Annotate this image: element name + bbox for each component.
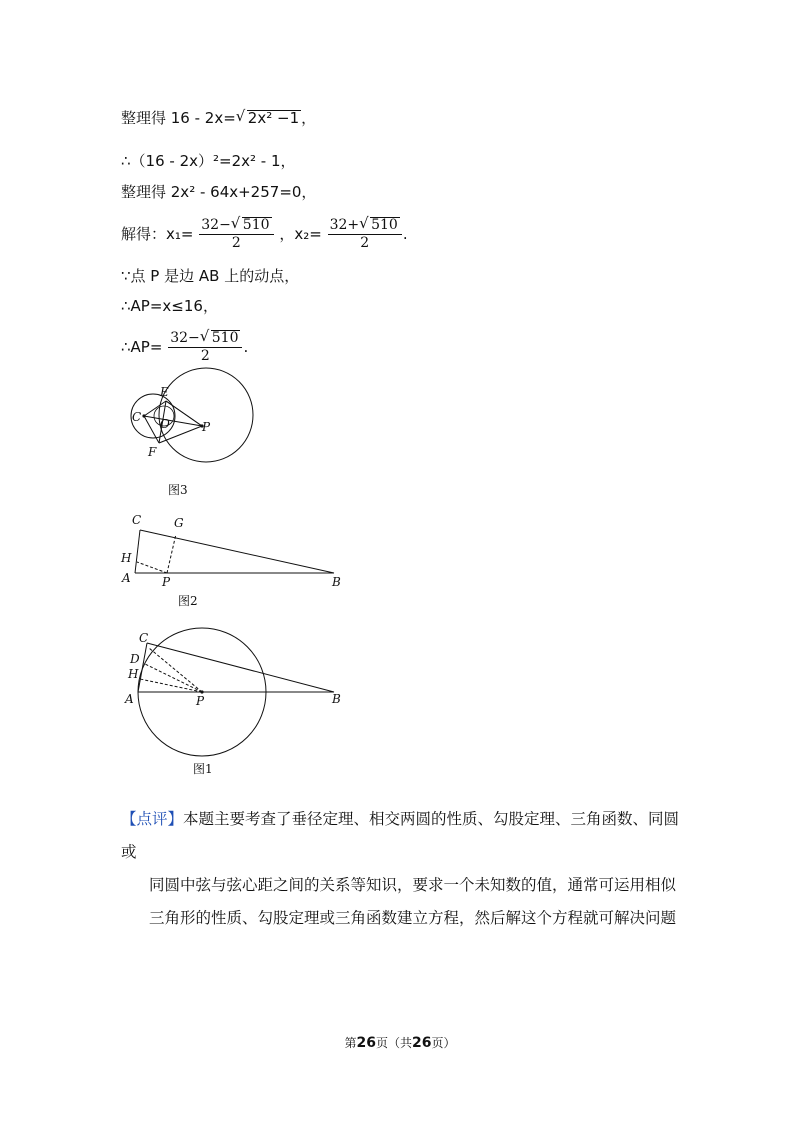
label-G: G xyxy=(174,516,184,530)
x1-fraction: 32− √ 510 2 xyxy=(199,217,273,252)
comment-text-rest: 同圆中弦与弦心距之间的关系等知识，要求一个未知数的值，通常可运用相似三角形的性质、勾股定理或三角函数建立方程，然后解这个方程就可解决问题 xyxy=(149,876,677,927)
figure-3 xyxy=(110,372,270,506)
label-C: C xyxy=(139,631,149,645)
figure-2-caption: 图2 xyxy=(178,594,198,608)
solution-line-5: ∵点 P 是边 AB 上的动点， xyxy=(121,267,300,285)
x2-fraction: 32+ √ 510 2 xyxy=(328,217,402,252)
ap-fraction: 32− √ 510 2 xyxy=(168,330,242,365)
comment-tag: 【点评】 xyxy=(121,810,184,828)
label-C: C xyxy=(132,410,142,424)
label-C: C xyxy=(132,513,142,527)
label-F: F xyxy=(148,445,157,459)
solution-line-3: 整理得 2x² - 64x+257=0， xyxy=(121,183,317,201)
page-footer: 第26页（共26页） xyxy=(344,1035,456,1051)
figure-1-caption: 图1 xyxy=(193,762,213,776)
solution-line-7: ∴AP= 32− √ 510 2 . xyxy=(121,327,249,364)
figure-2 xyxy=(110,510,360,614)
label-H: H xyxy=(121,551,132,565)
solution-line-1: 整理得 16 - 2x= √ 2x² −1 ， xyxy=(121,107,317,127)
label-A: A xyxy=(125,692,134,706)
sqrt-expression: √ 2x² −1 xyxy=(235,107,300,127)
label-P: P xyxy=(196,694,205,708)
label-E: E xyxy=(160,385,169,399)
page-total: 26 xyxy=(412,1035,432,1051)
label-O: O xyxy=(160,417,170,431)
solution-line-4: 解得：x₁= 32− √ 510 2 ，x₂= 32+ √ 510 2 . xyxy=(121,214,408,251)
page-number: 26 xyxy=(356,1035,376,1051)
comment-block xyxy=(121,803,691,935)
label-B: B xyxy=(332,575,341,589)
label-D: D xyxy=(130,652,140,666)
solution-line-6: ∴AP=x≤16， xyxy=(121,297,218,315)
label-H: H xyxy=(128,667,139,681)
solution-line-2: ∴（16 - 2x）²=2x² - 1， xyxy=(121,152,296,170)
label-B: B xyxy=(332,692,341,706)
label-P: P xyxy=(202,420,211,434)
figure-3-caption: 图3 xyxy=(168,483,188,497)
line-1-text: 整理得 16 - 2x= xyxy=(121,109,236,127)
figure-1 xyxy=(110,625,360,784)
label-A: A xyxy=(122,571,131,585)
label-P: P xyxy=(162,575,171,589)
comment-text-first: 本题主要考查了垂径定理、相交两圆的性质、勾股定理、三角函数、同圆或 xyxy=(121,810,680,861)
